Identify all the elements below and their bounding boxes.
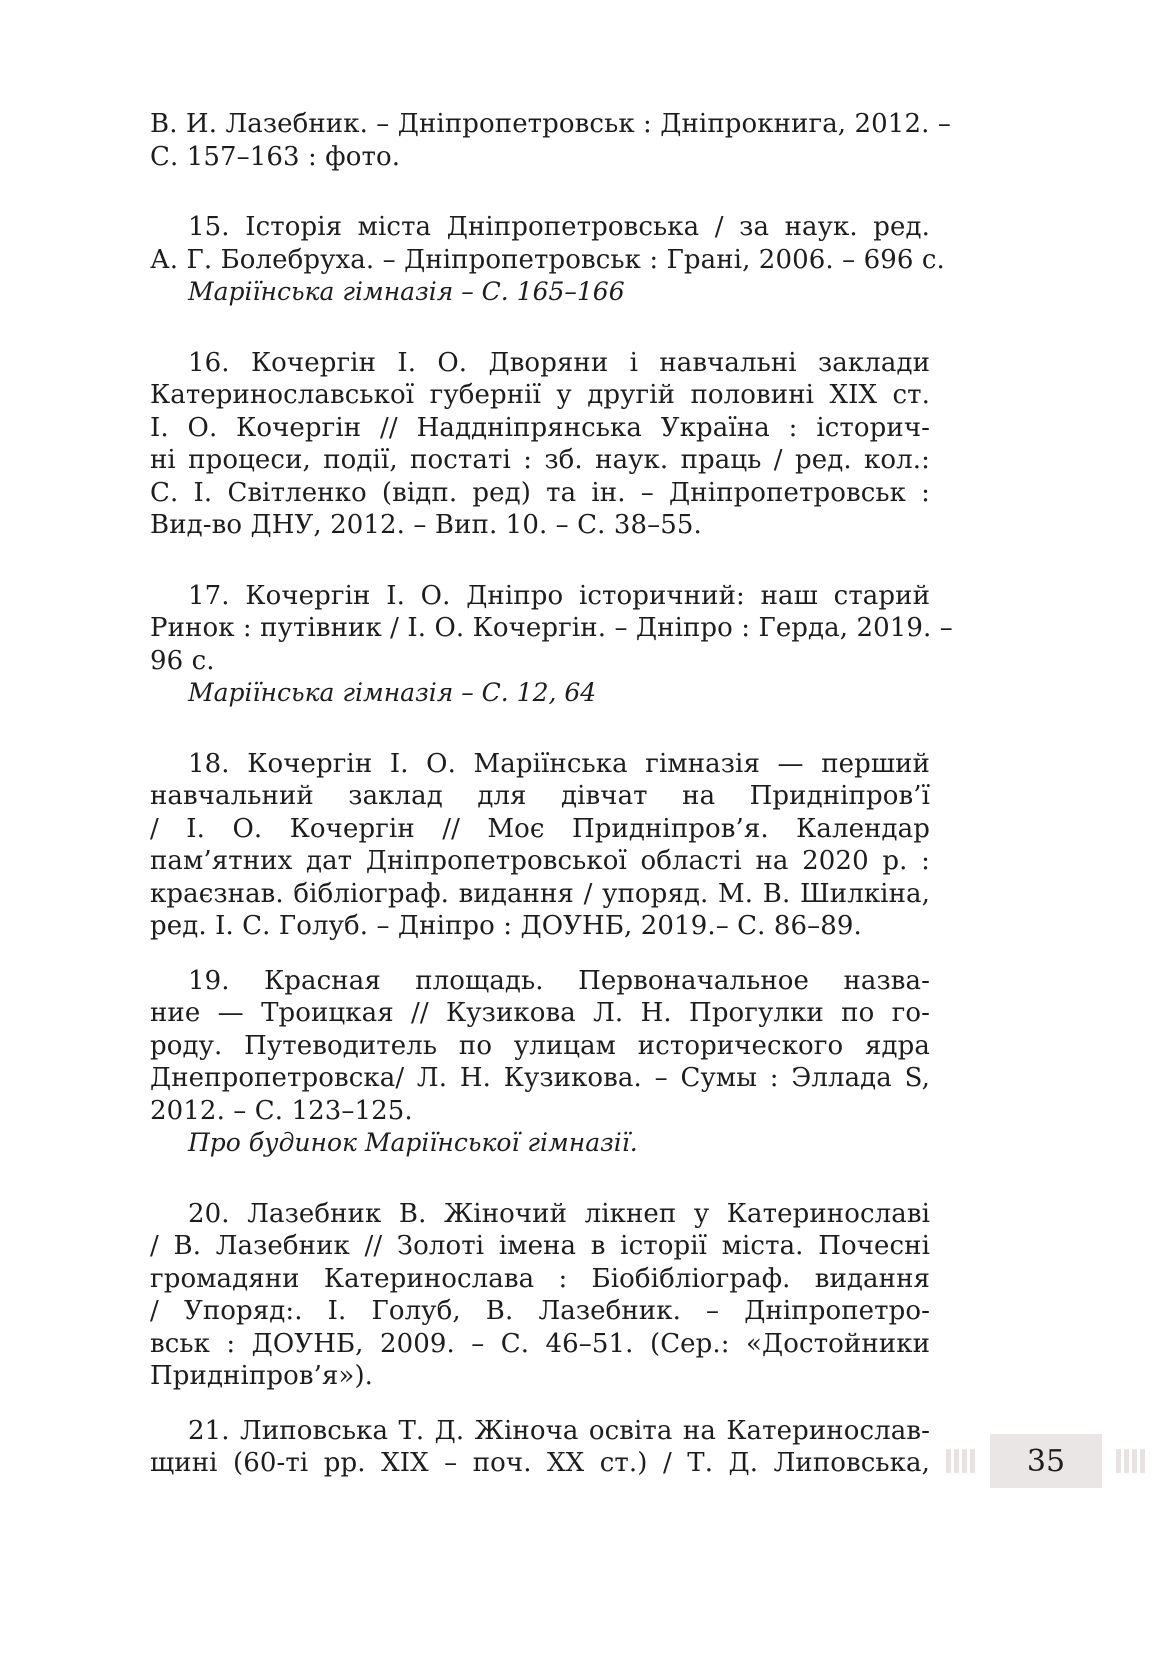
entry-line: Днепропетровска/ Л. Н. Кузикова. – Сумы : Эллада S, [150,1063,930,1093]
entry-note: Маріїнська гімназія – С. 12, 64 [188,678,597,707]
entry-line: / Упоряд:. І. Голуб, В. Лазебник. – Дніпропетро- [150,1296,930,1326]
entry-line: 15. Історія міста Дніпропетровська / за наук. ред. [188,212,930,242]
entry-line: Катеринославської губернії у другій половині XIX ст. [150,380,930,410]
bibliography-entry-17 [150,580,953,710]
bibliography-entry-15 [150,211,945,309]
entry-line: громадяни Катеринослава : Біобібліограф. видання [150,1263,930,1294]
entry-line: 21. Липовська Т. Д. Жіноча освіта на Катеринослав- [188,1415,930,1446]
entry-line: краєзнав. бібліограф. видання / упоряд. М. В. Шилкіна, [150,878,930,909]
entry-line: вськ : ДОУНБ, 2009. – С. 46–51. (Сер.: «Достойники [150,1328,930,1359]
entry-note: Про будинок Маріїнської гімназії. [188,1128,638,1157]
entry-line: С. 157–163 : фото. [150,141,401,172]
entry-line: ние — Троицкая // Кузикова Л. Н. Прогулки по го- [150,998,930,1028]
bibliography-entry-21 [150,1415,930,1480]
page-number-badge [990,1434,1102,1488]
entry-line: В. И. Лазебник. – Дніпропетровськ : Дніпрокнига, 2012. – [150,109,951,139]
page-number-ornament-right [1116,1449,1146,1473]
entry-line: А. Г. Болебруха. – Дніпропетровськ : Грані, 2006. – 696 с. [150,244,945,275]
entry-note: Маріїнська гімназія – С. 165–166 [188,277,625,306]
page-number: 35 [990,1434,1102,1488]
entry-line: навчальний заклад для дівчат на Придніпров’ї [150,781,930,811]
entry-line: І. О. Кочергін // Наддніпрянська Україна : історич- [150,412,930,443]
entry-line: Вид-во ДНУ, 2012. – Вип. 10. – С. 38–55. [150,510,702,540]
page-number-ornament-left [946,1449,976,1473]
entry-line: 16. Кочергін І. О. Дворяни і навчальні заклади [188,347,930,378]
bibliography-entry-20 [150,1198,930,1393]
entry-line: С. І. Світленко (відп. ред) та ін. – Дніпропетровськ : [150,477,930,508]
entry-line: 20. Лазебник В. Жіночий лікнеп у Катеринославі [188,1198,930,1229]
entry-line: 19. Красная площадь. Первоначальное назва- [188,965,930,996]
entry-line: / В. Лазебник // Золоті імена в історії міста. Почесні [150,1231,930,1261]
bibliography-entry-18 [150,748,930,943]
entry-line: 2012. – С. 123–125. [150,1095,413,1126]
page-text [150,108,953,1480]
entry-line: ред. І. С. Голуб. – Дніпро : ДОУНБ, 2019.– С. 86–89. [150,911,862,941]
entry-line: 17. Кочергін І. О. Дніпро історичний: наш старий [188,580,930,611]
entry-line: Ринок : путівник / І. О. Кочергін. – Дніпро : Герда, 2019. – [150,613,953,643]
entry-line: роду. Путеводитель по улицам исторического ядра [150,1030,930,1061]
entry-line: 18. Кочергін І. О. Маріїнська гімназія — перший [188,748,930,779]
entry-line: пам’ятних дат Дніпропетровської області на 2020 р. : [150,846,930,876]
entry-line: Придніпров’я»). [150,1361,374,1391]
bibliography-entry-continuation [150,108,951,173]
entry-line: ні процеси, події, постаті : зб. наук. праць / ред. кол.: [150,445,930,475]
entry-line: 96 с. [150,645,215,676]
entry-line: щині (60-ті рр. XIX – поч. XX ст.) / Т. Д. Липовська, [150,1448,930,1478]
bibliography-entry-19 [150,965,930,1160]
bibliography-entry-16 [150,347,930,542]
entry-line: / І. О. Кочергін // Моє Придніпров’я. Календар [150,813,930,844]
